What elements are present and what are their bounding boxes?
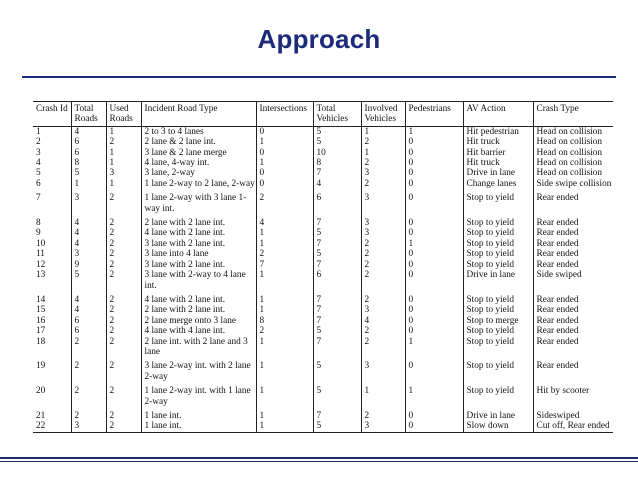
table-cell: 17 <box>36 326 46 337</box>
table-cell: 0 <box>405 148 463 158</box>
table-cell: 2 <box>106 357 141 382</box>
column-header: Used Roads <box>106 102 141 127</box>
table-cell: 0 <box>405 249 463 259</box>
table-cell: 2 <box>106 326 141 336</box>
column-header: Crash Id <box>36 104 68 114</box>
table-cell: Stop to yield <box>463 305 533 315</box>
table-cell: 3 <box>361 168 405 178</box>
table-cell: 1 lane int. <box>141 421 256 432</box>
column-header: Involved Vehicles <box>361 102 405 127</box>
table-cell: Stop to yield <box>463 382 533 407</box>
table-row <box>33 337 613 358</box>
table-cell: 15 <box>36 305 46 316</box>
table-cell: 1 <box>361 126 405 137</box>
table-cell: 1 <box>361 148 405 158</box>
table-cell: Head on collision <box>533 148 613 158</box>
table-cell: 4 <box>361 316 405 326</box>
table-cell: 0 <box>405 189 463 214</box>
table-cell: Rear ended <box>533 239 613 249</box>
table-cell: 2 <box>71 337 106 358</box>
table-cell: Drive in lane <box>463 270 533 291</box>
table-cell: 9 <box>71 260 106 270</box>
table-cell: 6 <box>313 189 361 214</box>
table-row <box>33 168 613 178</box>
table-cell: 4 <box>71 228 106 238</box>
table-cell: 1 <box>256 228 313 238</box>
table-cell: 7 <box>313 291 361 305</box>
table-cell: 5 <box>313 326 361 336</box>
table-cell: 2 <box>256 249 313 259</box>
crash-table <box>33 101 613 433</box>
table-row <box>33 291 613 305</box>
table-cell: Head on collision <box>533 126 613 137</box>
table-cell: 0 <box>405 316 463 326</box>
table-cell: 6 <box>71 148 106 158</box>
table-cell: 2 <box>361 291 405 305</box>
table-cell: 3 <box>106 168 141 178</box>
table-cell: Rear ended <box>533 326 613 336</box>
table-cell: 3 lane & 2 lane merge <box>141 148 256 158</box>
table-cell: 3 <box>361 357 405 382</box>
table-row <box>33 249 613 259</box>
table-cell: 2 <box>361 158 405 168</box>
table-cell: 3 <box>71 249 106 259</box>
table-cell: 18 <box>36 336 46 347</box>
table-cell: Stop to yield <box>463 357 533 382</box>
column-header: Total Roads <box>71 102 106 127</box>
table-cell: 5 <box>36 168 41 179</box>
table-cell: 0 <box>405 214 463 228</box>
table-cell: Stop to yield <box>463 228 533 238</box>
table-cell: 2 <box>361 260 405 270</box>
table-cell: 3 <box>361 228 405 238</box>
table-cell: 1 <box>256 357 313 382</box>
table-cell: 4 <box>313 179 361 189</box>
table-cell: 1 <box>71 179 106 189</box>
table-cell: 6 <box>71 326 106 336</box>
table-cell: 2 <box>256 189 313 214</box>
table-cell: 1 <box>405 239 463 249</box>
table-row <box>33 239 613 249</box>
table-cell: 2 lane int. with 2 lane and 3 lane <box>141 337 256 358</box>
table-cell: 12 <box>36 259 46 270</box>
table-cell: Rear ended <box>533 189 613 214</box>
table-cell: Rear ended <box>533 228 613 238</box>
table-cell: 1 lane 2-way int. with 1 lane 2-way <box>141 382 256 407</box>
table-cell: 1 <box>106 148 141 158</box>
table-cell: 0 <box>405 228 463 238</box>
table-cell: 7 <box>313 239 361 249</box>
table-cell: 5 <box>313 126 361 137</box>
table-cell: 1 lane 2-way to 2 lane, 2-way <box>141 179 256 189</box>
table-cell: 13 <box>36 270 46 281</box>
table-cell: 7 <box>256 260 313 270</box>
table-cell: 1 <box>256 270 313 291</box>
table-cell: 7 <box>313 305 361 315</box>
table-cell: 6 <box>36 178 41 189</box>
table-cell: 1 <box>256 291 313 305</box>
table-row <box>33 148 613 158</box>
table-row <box>33 316 613 326</box>
table-cell: 0 <box>405 168 463 178</box>
table-cell: Rear ended <box>533 305 613 315</box>
table-cell: Rear ended <box>533 214 613 228</box>
table-cell: 0 <box>256 168 313 178</box>
table-body <box>33 126 613 432</box>
table-cell: 4 <box>71 291 106 305</box>
table-cell: Stop to merge <box>463 316 533 326</box>
table-cell: 19 <box>36 361 46 372</box>
table-cell: 2 <box>361 137 405 147</box>
table-cell: Head on collision <box>533 158 613 168</box>
table-cell: 0 <box>256 148 313 158</box>
table-cell: 2 <box>361 337 405 358</box>
table-cell: 2 <box>106 421 141 432</box>
table-cell: 4 lane with 4 lane int. <box>141 326 256 336</box>
table-cell: 1 <box>256 407 313 421</box>
table-row <box>33 189 613 214</box>
table-cell: 6 <box>313 270 361 291</box>
table-cell: Change lanes <box>463 179 533 189</box>
table-row <box>33 357 613 382</box>
table-cell: 2 <box>361 270 405 291</box>
table-cell: Head on collision <box>533 168 613 178</box>
table-cell: 7 <box>313 316 361 326</box>
table-row <box>33 270 613 291</box>
table-cell: 7 <box>313 168 361 178</box>
table-cell: 2 <box>106 228 141 238</box>
table-cell: 0 <box>256 179 313 189</box>
table-cell: 10 <box>36 238 46 249</box>
table-cell: Rear ended <box>533 260 613 270</box>
table-cell: 5 <box>71 270 106 291</box>
table-row <box>33 179 613 189</box>
column-header: Intersections <box>256 102 313 127</box>
table-cell: 1 <box>256 137 313 147</box>
table-cell: 2 <box>106 260 141 270</box>
table-cell: Stop to yield <box>463 291 533 305</box>
crash-table-container <box>33 101 613 433</box>
table-cell: 21 <box>36 410 46 421</box>
table-cell: 2 <box>361 239 405 249</box>
table-cell: 0 <box>405 137 463 147</box>
table-cell: 2 <box>361 407 405 421</box>
table-cell: 2 <box>71 357 106 382</box>
table-cell: 2 <box>106 189 141 214</box>
table-cell: Hit pedestrian <box>463 126 533 137</box>
table-cell: Stop to yield <box>463 239 533 249</box>
table-cell: 5 <box>313 382 361 407</box>
table-cell: 1 <box>405 382 463 407</box>
table-cell: 4 <box>36 158 41 169</box>
table-cell: 7 <box>313 214 361 228</box>
table-cell: 0 <box>405 291 463 305</box>
column-header: Crash Type <box>533 102 613 127</box>
table-cell: 8 <box>313 158 361 168</box>
table-cell: 1 lane 2-way with 3 lane 1-way int. <box>141 189 256 214</box>
table-cell: Sideswiped <box>533 407 613 421</box>
table-cell: 5 <box>313 137 361 147</box>
table-cell: 2 lane with 2 lane int. <box>141 305 256 315</box>
table-cell: Slow down <box>463 421 533 432</box>
table-row <box>33 382 613 407</box>
table-cell: 1 <box>36 126 41 137</box>
table-cell: Head on collision <box>533 137 613 147</box>
table-cell: 4 <box>71 126 106 137</box>
table-cell: 2 <box>106 249 141 259</box>
table-cell: Stop to yield <box>463 249 533 259</box>
slide-title: Approach <box>257 24 381 54</box>
table-cell: 5 <box>313 421 361 432</box>
table-cell: 2 <box>106 382 141 407</box>
table-cell: 3 <box>71 421 106 432</box>
table-cell: Stop to yield <box>463 326 533 336</box>
table-row <box>33 158 613 168</box>
table-cell: Stop to yield <box>463 189 533 214</box>
table-cell: 5 <box>313 228 361 238</box>
table-cell: 3 <box>361 214 405 228</box>
table-cell: 2 <box>361 326 405 336</box>
table-cell: 5 <box>71 168 106 178</box>
table-cell: 2 <box>106 407 141 421</box>
table-cell: 7 <box>313 260 361 270</box>
table-row <box>33 407 613 421</box>
table-cell: 3 <box>361 421 405 432</box>
table-cell: 20 <box>36 386 46 397</box>
table-cell: 6 <box>71 137 106 147</box>
table-cell: 1 <box>256 305 313 315</box>
table-cell: Hit barrier <box>463 148 533 158</box>
table-cell: 3 <box>361 189 405 214</box>
table-cell: 1 <box>256 337 313 358</box>
table-cell: 1 lane int. <box>141 407 256 421</box>
table-cell: 4 lane, 4-way int. <box>141 158 256 168</box>
table-cell: 3 lane with 2 lane int. <box>141 239 256 249</box>
table-cell: Hit truck <box>463 158 533 168</box>
table-cell: 8 <box>256 316 313 326</box>
table-cell: 0 <box>405 407 463 421</box>
table-cell: 4 <box>71 305 106 315</box>
table-cell: 0 <box>405 326 463 336</box>
table-row <box>33 305 613 315</box>
column-header: Incident Road Type <box>141 102 256 127</box>
table-cell: 4 <box>71 239 106 249</box>
column-header: Total Vehicles <box>313 102 361 127</box>
table-cell: 7 <box>36 193 41 204</box>
table-cell: Stop to yield <box>463 214 533 228</box>
table-cell: 4 lane with 2 lane int. <box>141 228 256 238</box>
table-cell: 2 <box>106 291 141 305</box>
table-cell: 8 <box>71 158 106 168</box>
table-cell: 2 lane with 2 lane int. <box>141 214 256 228</box>
table-cell: 2 <box>361 179 405 189</box>
table-cell: 2 <box>106 337 141 358</box>
table-cell: 2 lane merge onto 3 lane <box>141 316 256 326</box>
table-cell: 1 <box>256 239 313 249</box>
table-cell: 2 <box>106 214 141 228</box>
table-cell: 3 lane into 4 lane <box>141 249 256 259</box>
table-header-row <box>33 102 613 127</box>
table-cell: 1 <box>256 158 313 168</box>
table-cell: 2 <box>106 316 141 326</box>
table-cell: 3 <box>361 305 405 315</box>
table-cell: Hit by scooter <box>533 382 613 407</box>
table-cell: 3 lane with 2 lane int. <box>141 260 256 270</box>
table-cell: 2 <box>106 305 141 315</box>
table-cell: 3 <box>71 189 106 214</box>
table-cell: 2 <box>361 249 405 259</box>
table-cell: 0 <box>405 179 463 189</box>
table-row <box>33 421 613 432</box>
table-cell: 3 lane with 2-way to 4 lane int. <box>141 270 256 291</box>
table-cell: Rear ended <box>533 357 613 382</box>
table-cell: Side swiped <box>533 270 613 291</box>
table-cell: 6 <box>71 316 106 326</box>
table-cell: 2 <box>36 137 41 148</box>
table-cell: 0 <box>405 421 463 432</box>
table-cell: 9 <box>36 228 41 239</box>
footer-divider-thin <box>0 461 638 462</box>
column-header: AV Action <box>463 102 533 127</box>
table-cell: Rear ended <box>533 249 613 259</box>
table-cell: 3 lane 2-way int. with 2 lane 2-way <box>141 357 256 382</box>
table-cell: 2 lane & 2 lane int. <box>141 137 256 147</box>
table-cell: 1 <box>361 382 405 407</box>
table-cell: 10 <box>313 148 361 158</box>
table-cell: 4 <box>71 214 106 228</box>
table-cell: 0 <box>405 270 463 291</box>
table-cell: 2 <box>106 137 141 147</box>
table-cell: 1 <box>256 421 313 432</box>
table-cell: Drive in lane <box>463 168 533 178</box>
table-cell: 0 <box>405 357 463 382</box>
table-cell: Stop to yield <box>463 337 533 358</box>
table-cell: 4 <box>256 214 313 228</box>
table-cell: 0 <box>256 126 313 137</box>
table-cell: 7 <box>313 407 361 421</box>
table-cell: 3 <box>36 147 41 158</box>
table-cell: 2 <box>106 239 141 249</box>
table-cell: 14 <box>36 294 46 305</box>
table-cell: 5 <box>313 357 361 382</box>
table-cell: 16 <box>36 315 46 326</box>
column-header: Pedestrians <box>405 102 463 127</box>
table-cell: Rear ended <box>533 316 613 326</box>
table-cell: 0 <box>405 158 463 168</box>
table-cell: Stop to yield <box>463 260 533 270</box>
table-cell: 2 <box>71 407 106 421</box>
table-cell: 1 <box>106 179 141 189</box>
table-cell: 0 <box>405 305 463 315</box>
table-cell: 2 <box>106 270 141 291</box>
table-cell: Rear ended <box>533 291 613 305</box>
footer-divider <box>0 457 638 459</box>
table-cell: 8 <box>36 218 41 229</box>
table-cell: 3 lane, 2-way <box>141 168 256 178</box>
table-cell: 11 <box>36 249 45 260</box>
table-cell: 2 <box>256 326 313 336</box>
table-row <box>33 326 613 336</box>
table-row <box>33 214 613 228</box>
table-cell: 1 <box>106 126 141 137</box>
table-cell: 2 to 3 to 4 lanes <box>141 126 256 137</box>
table-cell: 1 <box>256 382 313 407</box>
table-cell: Cut off, Rear ended <box>533 421 613 432</box>
table-cell: 1 <box>106 158 141 168</box>
table-cell: 2 <box>71 382 106 407</box>
table-cell: Side swipe collision <box>533 179 613 189</box>
table-row <box>33 137 613 147</box>
table-row <box>33 260 613 270</box>
table-cell: Rear ended <box>533 337 613 358</box>
table-cell: Drive in lane <box>463 407 533 421</box>
table-cell: 1 <box>405 126 463 137</box>
table-cell: 4 lane with 2 lane int. <box>141 291 256 305</box>
table-cell: Hit truck <box>463 137 533 147</box>
table-cell: 5 <box>313 249 361 259</box>
table-row <box>33 126 613 137</box>
table-cell: 1 <box>405 337 463 358</box>
table-cell: 22 <box>36 421 46 432</box>
table-cell: 0 <box>405 260 463 270</box>
title-divider <box>22 76 616 78</box>
table-row <box>33 228 613 238</box>
table-cell: 7 <box>313 337 361 358</box>
